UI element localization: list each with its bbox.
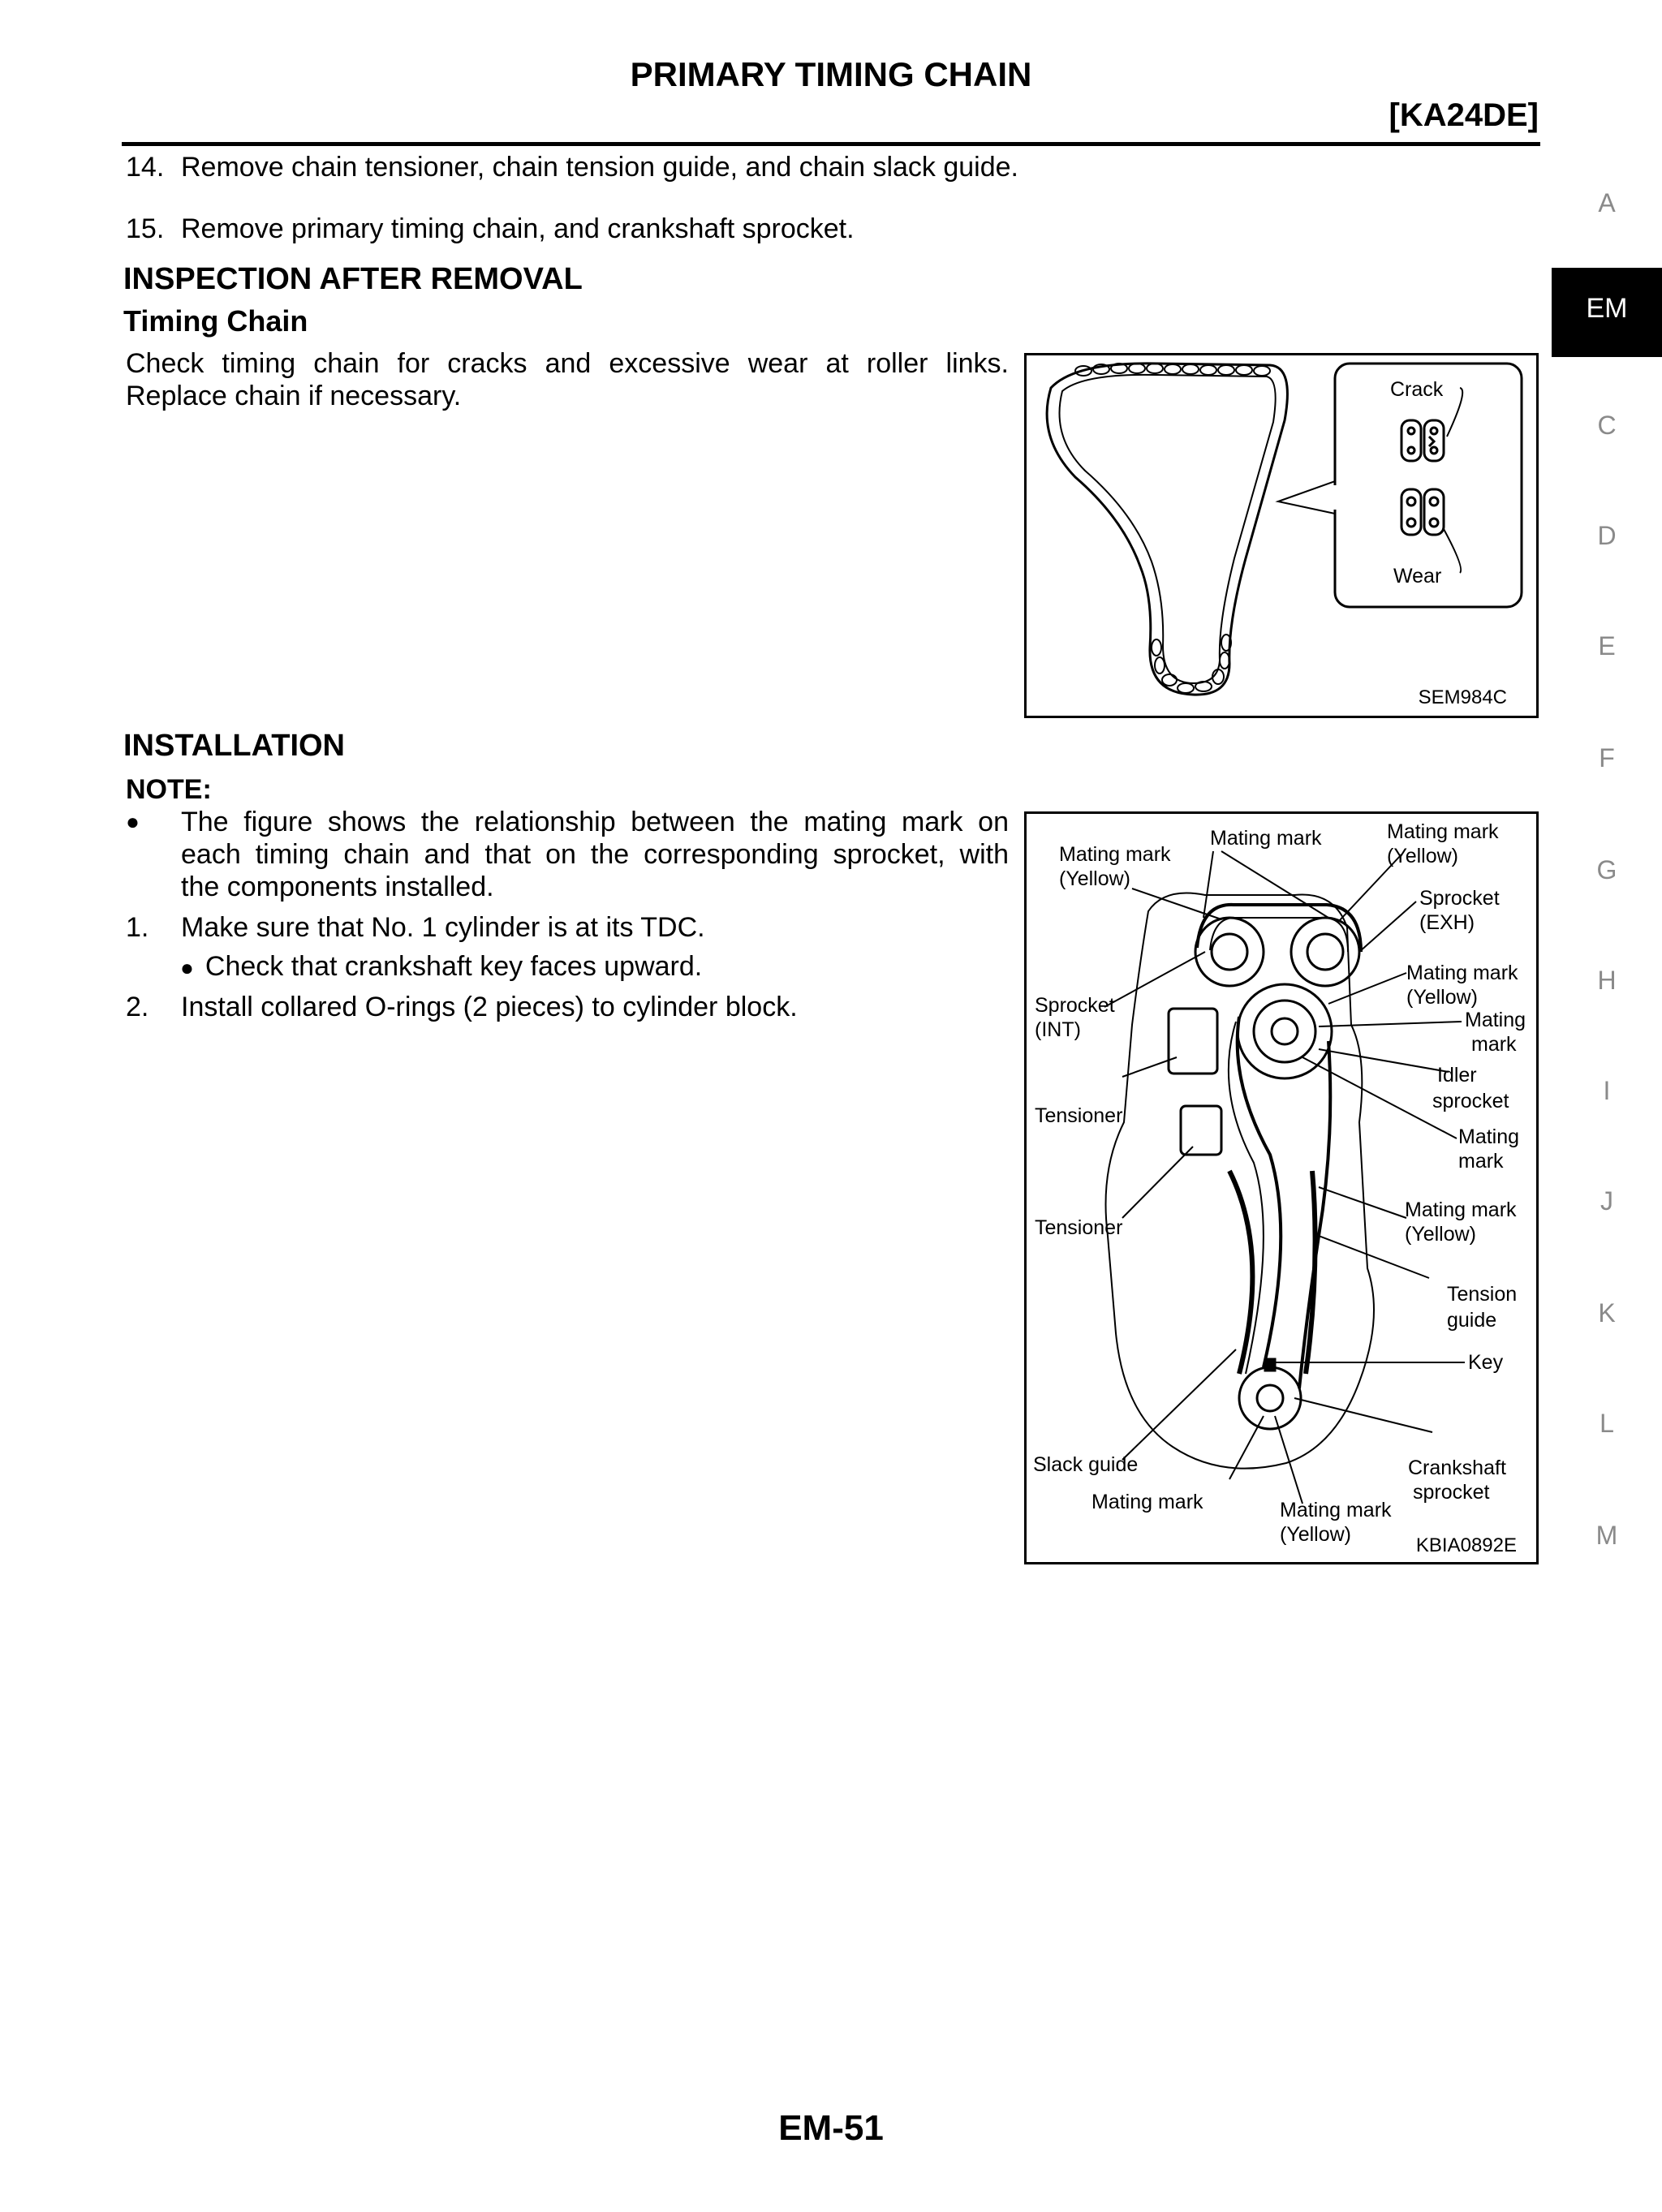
label-mating-mark-top: Mating mark [1210, 827, 1322, 850]
section-tab-a[interactable]: A [1598, 188, 1616, 217]
figure-chain-inspection [1024, 353, 1539, 718]
label-mark-1: mark [1471, 1033, 1517, 1056]
label-mating-mark-yellow-right-3: Mating mark [1405, 1199, 1517, 1221]
label-tensioner-2: Tensioner [1035, 1216, 1123, 1239]
step-number: 1. [126, 912, 149, 943]
inspection-heading: INSPECTION AFTER REMOVAL [123, 262, 583, 296]
label-mating-mark-yellow-right: Mating mark [1387, 820, 1499, 843]
label-mating-mark-yellow-right-2: Mating mark [1406, 962, 1518, 984]
label-sprocket-int: Sprocket [1035, 994, 1115, 1017]
section-tab-h[interactable]: H [1597, 966, 1617, 995]
label-yellow: (Yellow) [1405, 1223, 1477, 1246]
section-tab-c[interactable]: C [1597, 411, 1617, 440]
installation-heading: INSTALLATION [123, 729, 345, 763]
inspection-text-line-1: Check timing chain for cracks and excessive wear at roller links. [126, 348, 1009, 379]
figure-mating-marks [1024, 811, 1539, 1564]
step-number: 2. [126, 992, 149, 1022]
label-wear: Wear [1393, 565, 1442, 587]
page-number: EM-51 [778, 2108, 884, 2148]
note-text-line-3: the components installed. [181, 871, 494, 902]
label-guide: guide [1447, 1309, 1497, 1332]
section-tab-g[interactable]: G [1596, 855, 1617, 884]
note-label: NOTE: [126, 774, 212, 805]
inspection-text-line-2: Replace chain if necessary. [126, 381, 462, 411]
sub-bullet-text: Check that crankshaft key faces upward. [205, 951, 703, 982]
label-yellow: (Yellow) [1280, 1523, 1352, 1546]
label-crack: Crack [1390, 378, 1444, 401]
label-tension-guide: Tension [1447, 1283, 1518, 1306]
label-yellow: (Yellow) [1059, 867, 1131, 890]
step-text: Make sure that No. 1 cylinder is at its TDC. [181, 912, 705, 943]
step-text: Remove primary timing chain, and crankshaft sprocket. [181, 213, 855, 244]
label-sprocket: sprocket [1413, 1481, 1490, 1504]
bullet-dot-icon: ● [126, 809, 140, 834]
section-tab-e[interactable]: E [1598, 631, 1616, 661]
install-step-2 [126, 992, 798, 1023]
label-mark-2: mark [1458, 1150, 1504, 1173]
note-text-line-2: each timing chain and that on the corresponding sprocket, with [181, 839, 1009, 870]
label-sprocket: sprocket [1432, 1090, 1509, 1112]
note-text-line-1: The figure shows the relationship between the mating mark on [181, 807, 1009, 837]
page-title: PRIMARY TIMING CHAIN [630, 55, 1032, 93]
label-crankshaft-sprocket: Crankshaft [1408, 1457, 1506, 1479]
install-sub-bullet [180, 951, 702, 983]
label-exh: (EXH) [1419, 911, 1475, 934]
step-number: 15. [126, 213, 165, 244]
figure-code: SEM984C [1418, 686, 1507, 708]
note-text [181, 806, 1009, 903]
note-bullet [126, 806, 1009, 903]
label-mating-mark-1: Mating [1465, 1009, 1526, 1031]
section-tab-em-active[interactable]: EM [1552, 268, 1662, 357]
section-index [1552, 0, 1662, 2212]
timing-chain-subheading: Timing Chain [123, 304, 308, 338]
install-step-1 [126, 912, 705, 944]
label-mating-mark-2: Mating [1458, 1125, 1520, 1148]
label-mating-mark-yellow-left: Mating mark [1059, 843, 1171, 866]
label-int: (INT) [1035, 1018, 1081, 1041]
label-key: Key [1468, 1351, 1504, 1374]
section-tab-d[interactable]: D [1597, 521, 1617, 550]
model-code: [KA24DE] [1389, 97, 1539, 133]
label-mating-mark-bottom: Mating mark [1091, 1491, 1203, 1513]
section-tab-j[interactable]: J [1600, 1186, 1613, 1216]
section-tab-k[interactable]: K [1598, 1298, 1616, 1328]
label-yellow: (Yellow) [1406, 986, 1479, 1009]
section-tab-i[interactable]: I [1603, 1076, 1611, 1105]
step-text: Remove chain tensioner, chain tension guide, and chain slack guide. [181, 152, 1019, 183]
removal-step-15 [126, 213, 855, 245]
header-rule [122, 142, 1540, 146]
section-tab-m[interactable]: M [1595, 1521, 1618, 1550]
section-tab-l[interactable]: L [1600, 1409, 1614, 1438]
inspection-paragraph [126, 347, 1009, 412]
label-sprocket-exh: Sprocket [1419, 887, 1500, 910]
label-tensioner-1: Tensioner [1035, 1104, 1123, 1127]
removal-step-14 [126, 152, 1018, 183]
step-number: 14. [126, 152, 165, 183]
label-idler-sprocket: Idler [1437, 1064, 1477, 1087]
label-slack-guide: Slack guide [1033, 1453, 1139, 1476]
bullet-dot-icon: ● [180, 955, 194, 980]
label-yellow: (Yellow) [1387, 845, 1459, 867]
label-mating-mark-yellow-bottom: Mating mark [1280, 1499, 1392, 1521]
step-text: Install collared O-rings (2 pieces) to cylinder block. [181, 992, 798, 1022]
figure-code: KBIA0892E [1415, 1534, 1517, 1556]
chain-illustration [1027, 355, 1536, 716]
section-tab-f[interactable]: F [1599, 743, 1615, 772]
